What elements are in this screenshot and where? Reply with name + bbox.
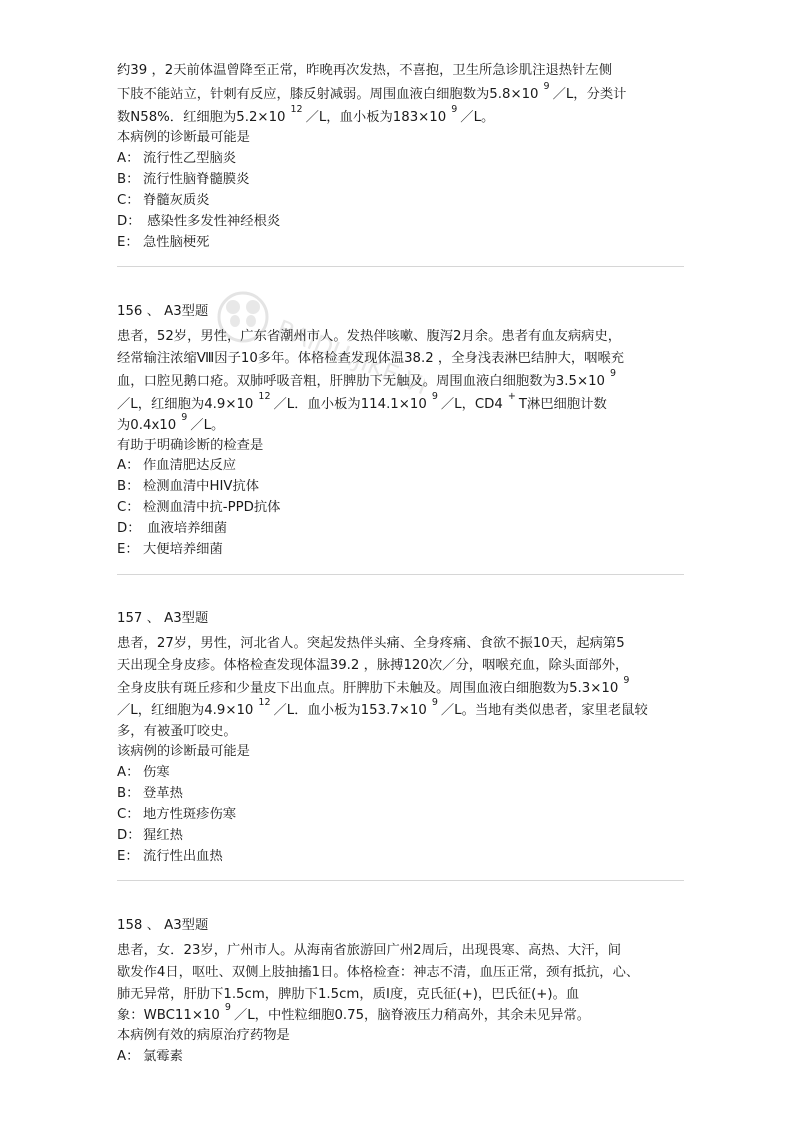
q158-header: 158 、 A3型题 xyxy=(117,918,209,933)
q157-question: 该病例的诊断最可能是 xyxy=(117,744,250,759)
q158-text-line: 歇发作4日，呕吐、双侧上肢抽搐1日。体格检查：神志不清，血压正常，颈有抵抗，心、 xyxy=(117,965,640,980)
q157-option-d: D： 猩红热 xyxy=(117,828,183,843)
q157-text-line: 天出现全身皮疹。体格检查发现体温39.2 ，脉搏120次／分，咽喉充血，除头面部外， xyxy=(117,658,629,673)
q156-option-c: C： 检测血清中抗-PPD抗体 xyxy=(117,500,281,515)
q156-option-d: D： 血液培养细菌 xyxy=(117,521,228,536)
question-divider xyxy=(117,266,684,267)
q156-text-line: ／L，红细胞为$4.9\times 10^{12}/L$．血小板为$114.1\times 10^9/L$，CD4+T淋巴细胞计数 xyxy=(117,391,607,412)
q156-text-line: 为$0.4x10^9/L$。 xyxy=(117,412,225,433)
question-divider xyxy=(117,574,684,575)
q157-header: 157 、 A3型题 xyxy=(117,611,209,626)
q157-option-a: A： 伤寒 xyxy=(117,765,170,780)
q157-option-b: B： 登革热 xyxy=(117,786,183,801)
q156-option-a: A： 作血清肥达反应 xyxy=(117,458,237,473)
q155-option-b: B： 流行性脑脊髓膜炎 xyxy=(117,172,250,187)
q157-text-line: 全身皮肤有斑丘疹和少量皮下出血点。肝脾肋下未触及。周围血液白细胞数为$5.3\times 10^9$ xyxy=(117,675,630,696)
q155-option-d: D： 感染性多发性神经根炎 xyxy=(117,214,281,229)
q156-header: 156 、 A3型题 xyxy=(117,304,209,319)
q156-text-line: 血，口腔见鹅口疮。双肺呼吸音粗，肝脾肋下无触及。周围血液白细胞数为$3.5\times 10^9$ xyxy=(117,368,617,389)
q155-text-line: 约39 ，2天前体温曾降至正常，昨晚再次发热，不喜抱，卫生所急诊肌注退热针左侧 xyxy=(117,63,612,78)
q155-text-line: 数N58%．红细胞为$5.2\times 10^{12}/L$，血小板为$183\times 10^9/L$。 xyxy=(117,104,495,125)
q156-text-line: 经常输注浓缩Ⅷ因子10多年。体格检查发现体温38.2 ，全身浅表淋巴结肿大，咽喉充 xyxy=(117,351,625,366)
question-divider xyxy=(117,880,684,881)
watermark-text: BAIDU.JIKE.VIP xyxy=(272,314,425,406)
q156-option-b: B： 检测血清中HIV抗体 xyxy=(117,479,260,494)
q158-question: 本病例有效的病原治疗药物是 xyxy=(117,1028,290,1043)
q157-text-line: ／L，红细胞为$4.9\times 10^{12}/L$．血小板为$153.7\times 10^9/L$。当地有类似患者，家里老鼠较 xyxy=(117,697,648,718)
q157-text-line: 多，有被蚤叮咬史。 xyxy=(117,724,237,739)
q156-text-line: 患者，52岁，男性，广东省潮州市人。发热伴咳嗽、腹泻2月余。患者有血友病病史， xyxy=(117,329,622,344)
q158-option-a: A： 氯霉素 xyxy=(117,1049,183,1064)
q156-option-e: E： 大便培养细菌 xyxy=(117,542,223,557)
q157-option-c: C： 地方性斑疹伤寒 xyxy=(117,807,237,822)
q158-text-line: 患者，女．23岁，广州市人。从海南省旅游回广州2周后，出现畏寒、高热、大汗，间 xyxy=(117,943,622,958)
q155-option-e: E： 急性脑梗死 xyxy=(117,235,210,250)
q158-text-line: 肺无异常，肝肋下1.5cm，脾肋下1.5cm，质I度，克氏征(+)，巴氏征(+)。血 xyxy=(117,987,580,1002)
q155-option-a: A： 流行性乙型脑炎 xyxy=(117,151,237,166)
q155-text-line: 下肢不能站立，针刺有反应，膝反射减弱。周围血液白细胞数为$5.8\times 10^9/L$，分类计 xyxy=(117,81,627,102)
q156-question: 有助于明确诊断的检查是 xyxy=(117,438,264,453)
q155-question: 本病例的诊断最可能是 xyxy=(117,130,250,145)
q157-text-line: 患者，27岁，男性，河北省人。突起发热伴头痛、全身疼痛、食欲不振10天，起病第5 xyxy=(117,636,625,651)
q155-option-c: C： 脊髓灰质炎 xyxy=(117,193,210,208)
q157-option-e: E： 流行性出血热 xyxy=(117,849,223,864)
q158-text-line: 象：$WBC11\times 10^9/L$，中性粒细胞0.75，脑脊液压力稍高外，其余未见异常。 xyxy=(117,1002,591,1023)
